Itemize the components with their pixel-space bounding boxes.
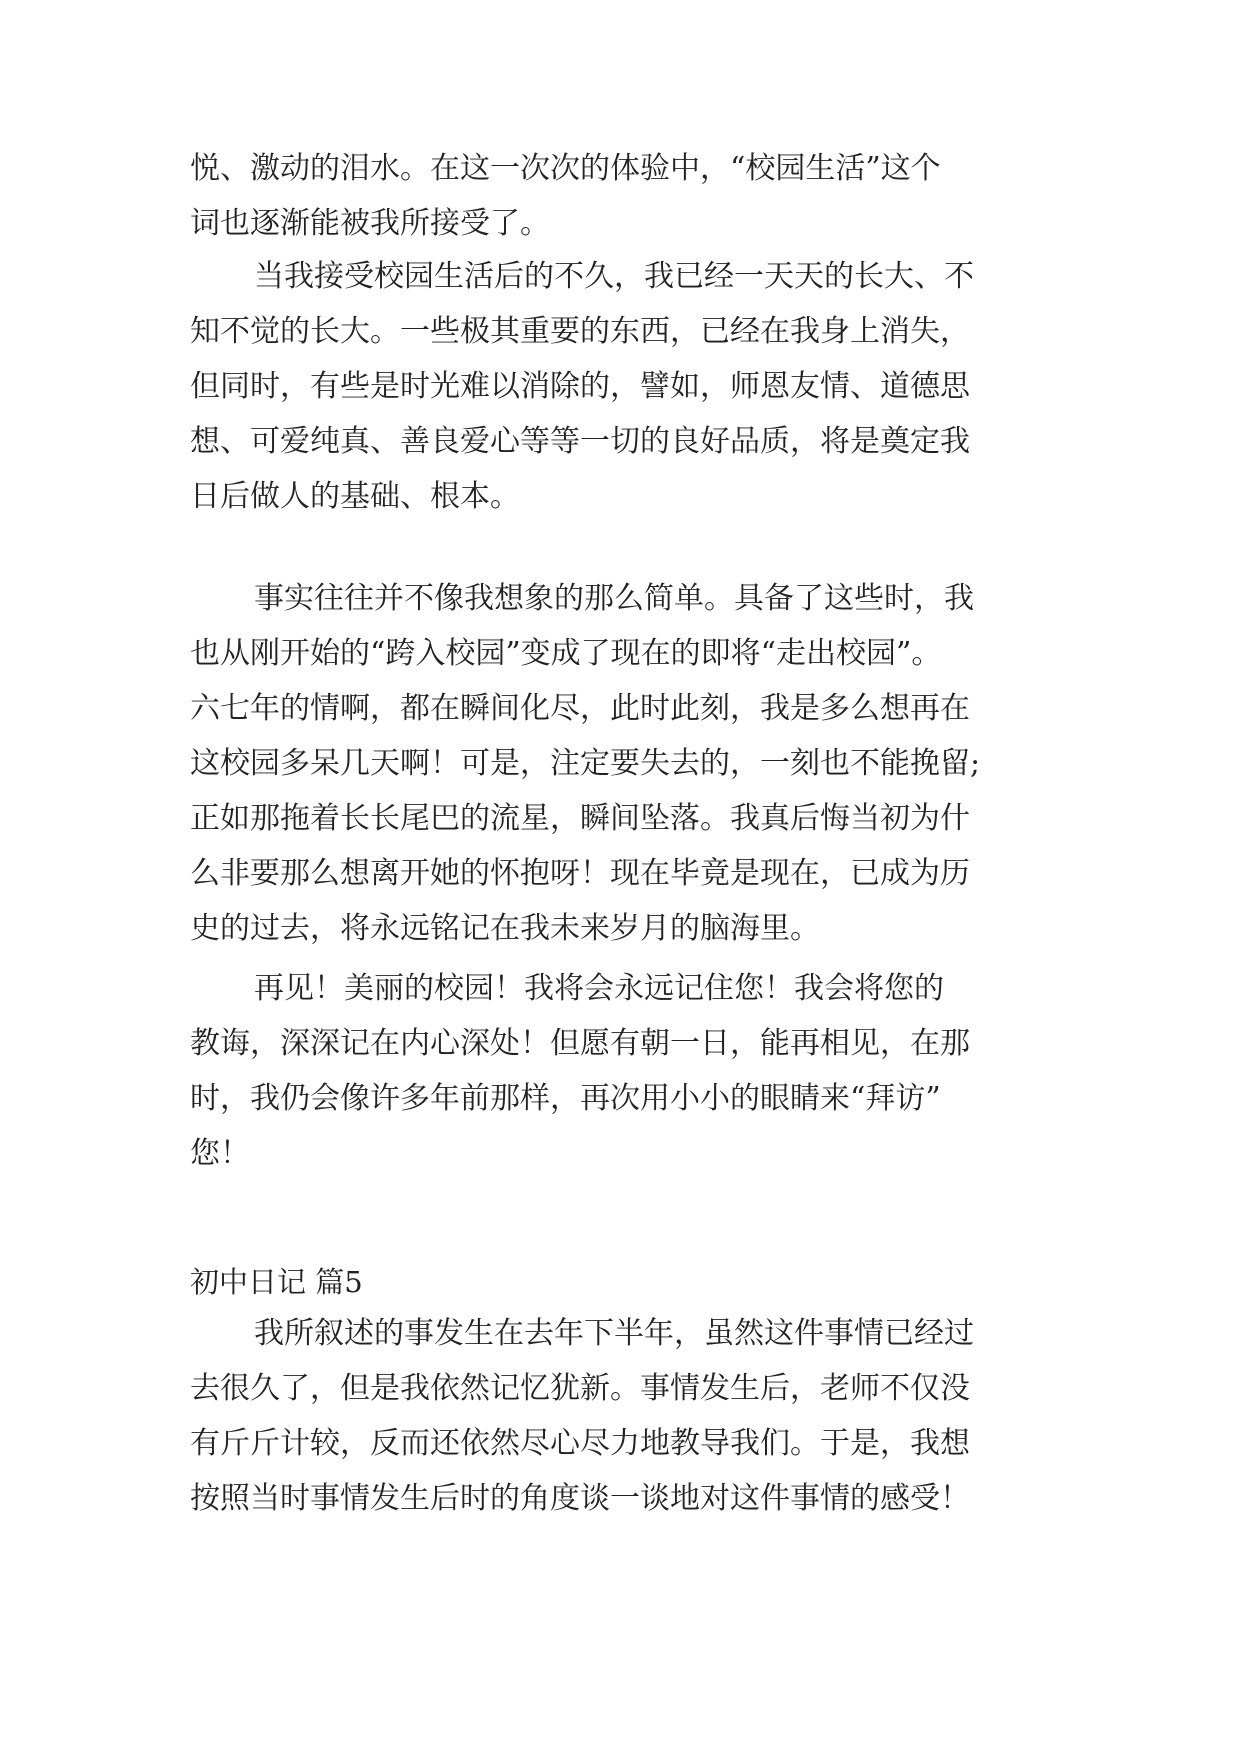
- text-line: 这校园多呆几天啊！可是，注定要失去的，一刻也不能挽留;: [190, 746, 981, 781]
- text-line: 去很久了，但是我依然记忆犹新。事情发生后，老师不仅没: [190, 1371, 970, 1406]
- text-line: 事实往往并不像我想象的那么简单。具备了这些时，我: [254, 581, 974, 616]
- text-line: 有斤斤计较，反而还依然尽心尽力地教导我们。于是，我想: [190, 1426, 970, 1461]
- text-line: 六七年的情啊，都在瞬间化尽，此时此刻，我是多么想再在: [190, 691, 970, 726]
- text-line: 当我接受校园生活后的不久，我已经一天天的长大、不: [254, 259, 974, 294]
- text-line: 时，我仍会像许多年前那样，再次用小小的眼睛来“拜访”: [190, 1081, 941, 1116]
- text-line: 正如那拖着长长尾巴的流星，瞬间坠落。我真后悔当初为什: [190, 801, 970, 836]
- text-line: 词也逐渐能被我所接受了。: [190, 206, 550, 241]
- text-line: 按照当时事情发生后时的角度谈一谈地对这件事情的感受！: [190, 1481, 970, 1516]
- text-line: 教诲，深深记在内心深处！但愿有朝一日，能再相见，在那: [190, 1026, 970, 1061]
- text-line: 想、可爱纯真、善良爱心等等一切的良好品质，将是奠定我: [190, 424, 970, 459]
- text-line: 我所叙述的事发生在去年下半年，虽然这件事情已经过: [254, 1316, 974, 1351]
- text-line: 您！: [190, 1136, 250, 1171]
- text-line: 悦、激动的泪水。在这一次次的体验中，“校园生活”这个: [190, 151, 941, 186]
- text-line: 史的过去，将永远铭记在我未来岁月的脑海里。: [190, 911, 820, 946]
- text-line: 再见！美丽的校园！我将会永远记住您！我会将您的: [254, 971, 944, 1006]
- section-heading: 初中日记 篇5: [190, 1265, 363, 1299]
- text-line: 日后做人的基础、根本。: [190, 479, 520, 514]
- text-line: 但同时，有些是时光难以消除的，譬如，师恩友情、道德思: [190, 369, 970, 404]
- text-line: 也从刚开始的“跨入校园”变成了现在的即将“走出校园”。: [190, 636, 942, 671]
- text-line: 么非要那么想离开她的怀抱呀！现在毕竟是现在，已成为历: [190, 856, 970, 891]
- text-line: 知不觉的长大。一些极其重要的东西，已经在我身上消失，: [190, 314, 970, 349]
